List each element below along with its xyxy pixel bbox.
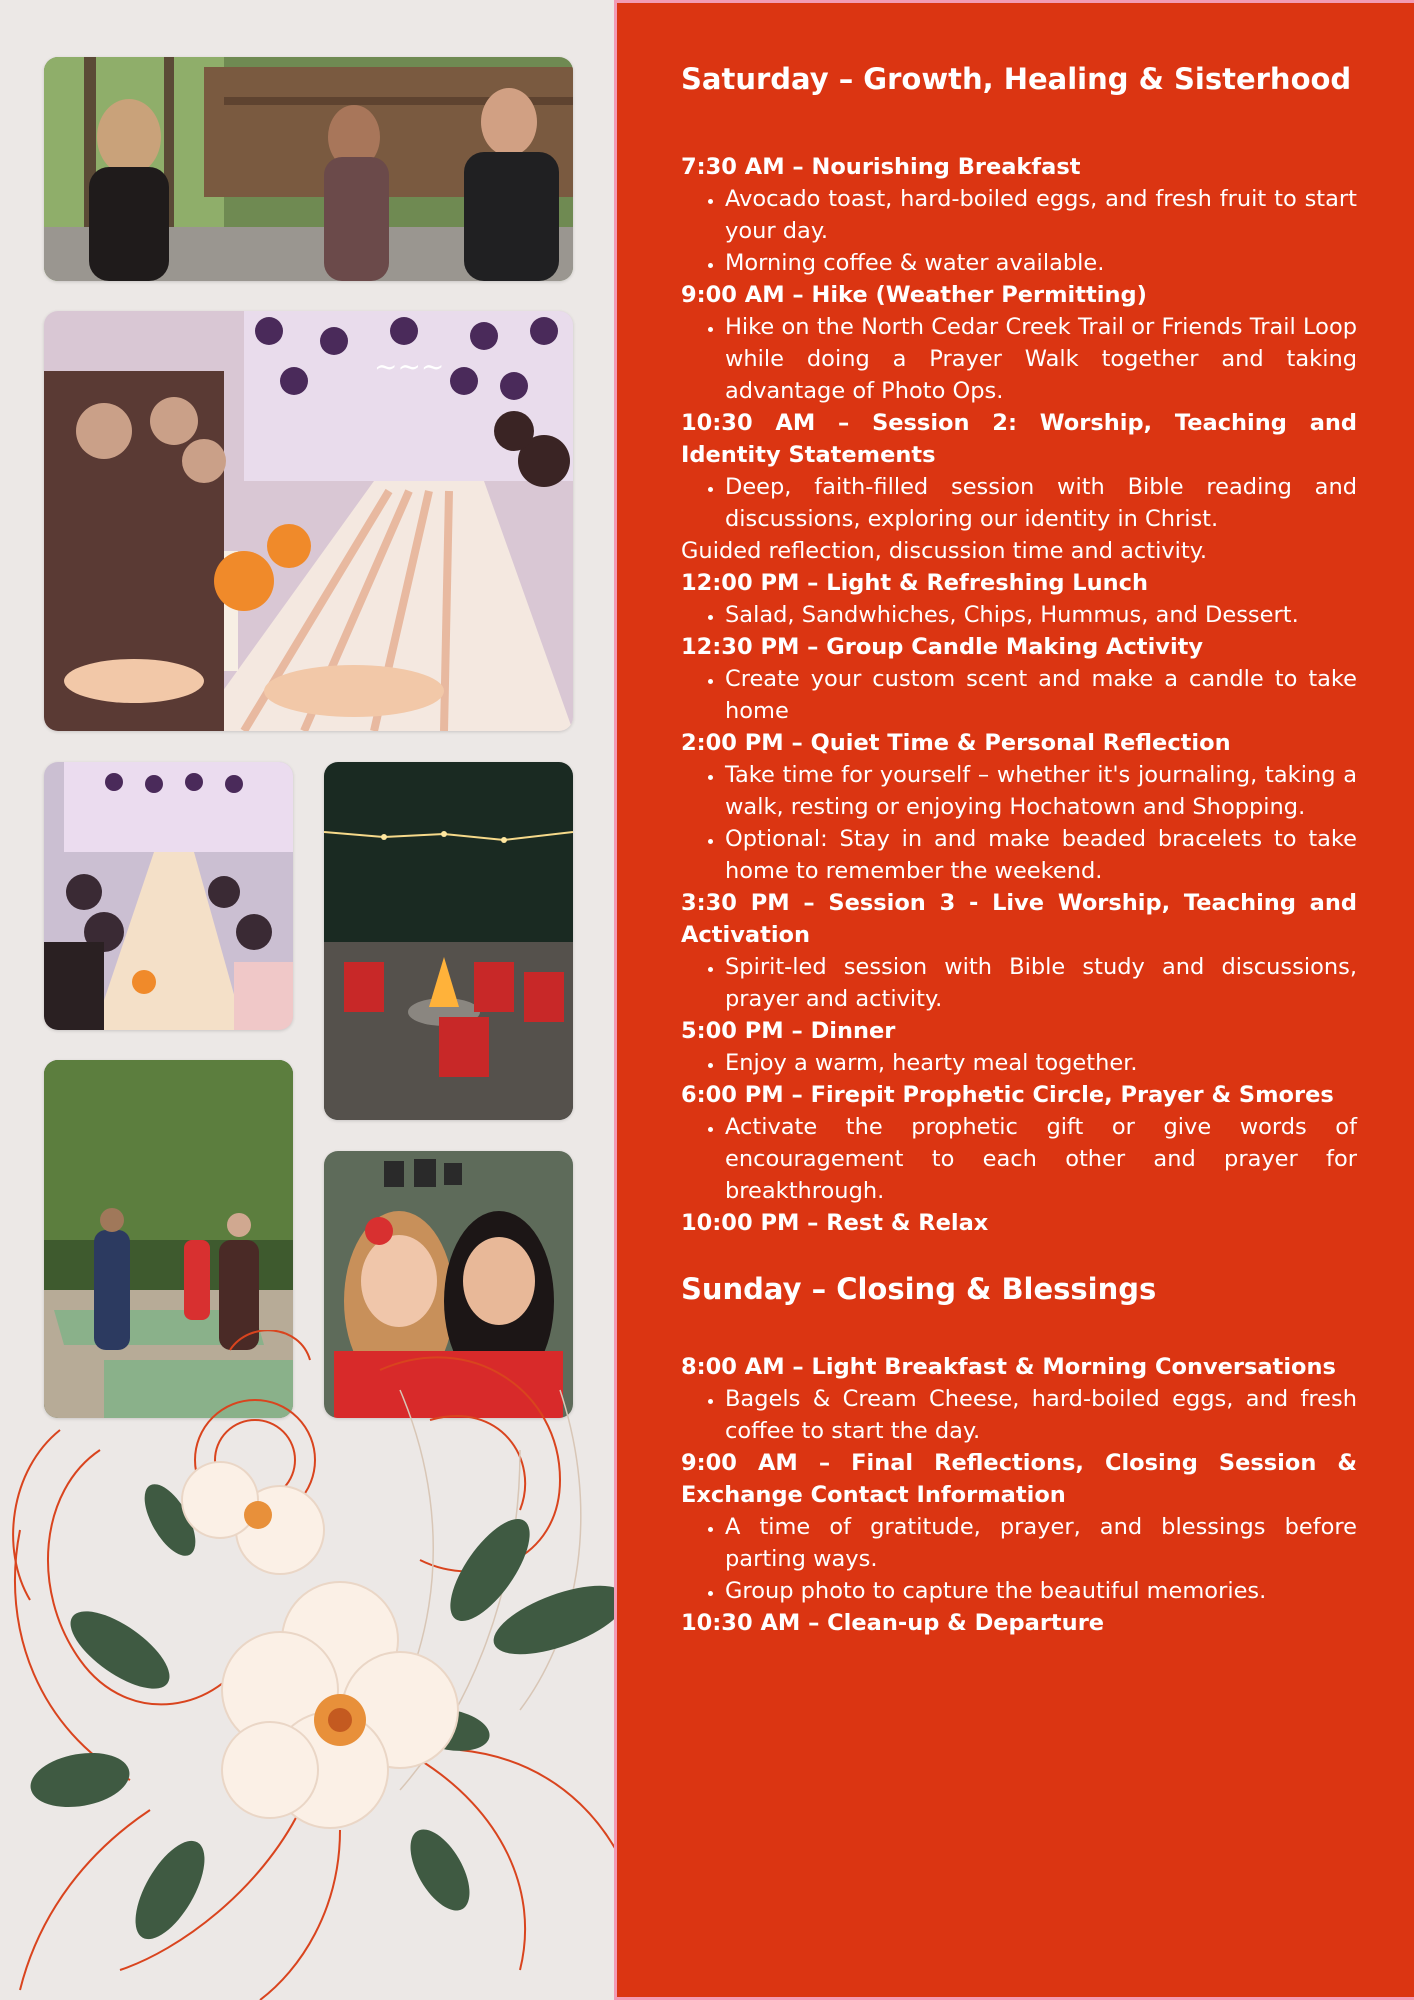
sunday-schedule (681, 1351, 1357, 1639)
floral-decoration (0, 1330, 614, 2000)
schedule-item: • Avocado toast, hard-boiled eggs, and fresh fruit to start your day. (725, 183, 1357, 247)
schedule-items (681, 1383, 1357, 1447)
schedule-item: • Enjoy a warm, hearty meal together. (725, 1047, 1357, 1079)
schedule-panel (614, 0, 1414, 2000)
schedule-time: 5:00 PM – Dinner (681, 1018, 896, 1044)
schedule-item: • Deep, faith-filled session with Bible reading and discussions, exploring our identity in Christ. (725, 471, 1357, 535)
schedule-time: 8:00 AM – Light Breakfast & Morning Conversations (681, 1354, 1336, 1380)
schedule-content (681, 59, 1357, 1639)
schedule-time: 2:00 PM – Quiet Time & Personal Reflection (681, 730, 1231, 756)
schedule-items (681, 951, 1357, 1015)
schedule-item: • Take time for yourself – whether it's journaling, taking a walk, resting or enjoying Hochatown and Shopping. (725, 759, 1357, 823)
schedule-item: • Activate the prophetic gift or give words of encouragement to each other and prayer for breakthrough. (725, 1111, 1357, 1207)
photo-collage (0, 0, 614, 2000)
photo-group-table (44, 762, 293, 1030)
svg-text:~~~: ~~~ (374, 350, 445, 383)
schedule-items (681, 471, 1357, 535)
schedule-item: • Bagels & Cream Cheese, hard-boiled eggs, and fresh coffee to start the day. (725, 1383, 1357, 1447)
sunday-heading: Sunday – Closing & Blessings (681, 1272, 1157, 1306)
saturday-heading: Saturday – Growth, Healing & Sisterhood (681, 62, 1352, 96)
schedule-item: • A time of gratitude, prayer, and blessings before parting ways. (725, 1511, 1357, 1575)
photo-dinner-table (44, 311, 573, 731)
schedule-time: 6:00 PM – Firepit Prophetic Circle, Prayer & Smores (681, 1082, 1334, 1108)
schedule-time: 10:30 AM – Session 2: Worship, Teaching and Identity Statements (681, 410, 1357, 468)
schedule-time: 12:30 PM – Group Candle Making Activity (681, 634, 1204, 660)
schedule-time: 9:00 AM – Final Reflections, Closing Session & Exchange Contact Information (681, 1450, 1357, 1508)
schedule-item: • Hike on the North Cedar Creek Trail or Friends Trail Loop while doing a Prayer Walk together and taking advantage of Photo Ops. (725, 311, 1357, 407)
schedule-time: 9:00 AM – Hike (Weather Permitting) (681, 282, 1147, 308)
schedule-item: • Salad, Sandwhiches, Chips, Hummus, and Dessert. (725, 599, 1357, 631)
schedule-item: • Optional: Stay in and make beaded bracelets to take home to remember the weekend. (725, 823, 1357, 887)
schedule-item: • Morning coffee & water available. (725, 247, 1357, 279)
saturday-schedule (681, 151, 1357, 1239)
schedule-items (681, 663, 1357, 727)
schedule-items (681, 1511, 1357, 1607)
schedule-note: Guided reflection, discussion time and activity. (681, 538, 1208, 564)
schedule-time: 10:30 AM – Clean-up & Departure (681, 1610, 1105, 1636)
schedule-items (681, 1111, 1357, 1207)
schedule-items (681, 183, 1357, 279)
schedule-time: 3:30 PM – Session 3 - Live Worship, Teaching and Activation (681, 890, 1357, 948)
schedule-item: • Spirit-led session with Bible study and discussions, prayer and activity. (725, 951, 1357, 1015)
schedule-items (681, 599, 1357, 631)
schedule-item: • Create your custom scent and make a candle to take home (725, 663, 1357, 727)
photo-women-porch (44, 57, 573, 281)
schedule-item: • Group photo to capture the beautiful memories. (725, 1575, 1357, 1607)
photo-firepit (324, 762, 573, 1120)
schedule-time: 10:00 PM – Rest & Relax (681, 1210, 989, 1236)
schedule-time: 12:00 PM – Light & Refreshing Lunch (681, 570, 1149, 596)
schedule-items (681, 1047, 1357, 1079)
schedule-time: 7:30 AM – Nourishing Breakfast (681, 154, 1081, 180)
schedule-items (681, 311, 1357, 407)
schedule-items (681, 759, 1357, 887)
